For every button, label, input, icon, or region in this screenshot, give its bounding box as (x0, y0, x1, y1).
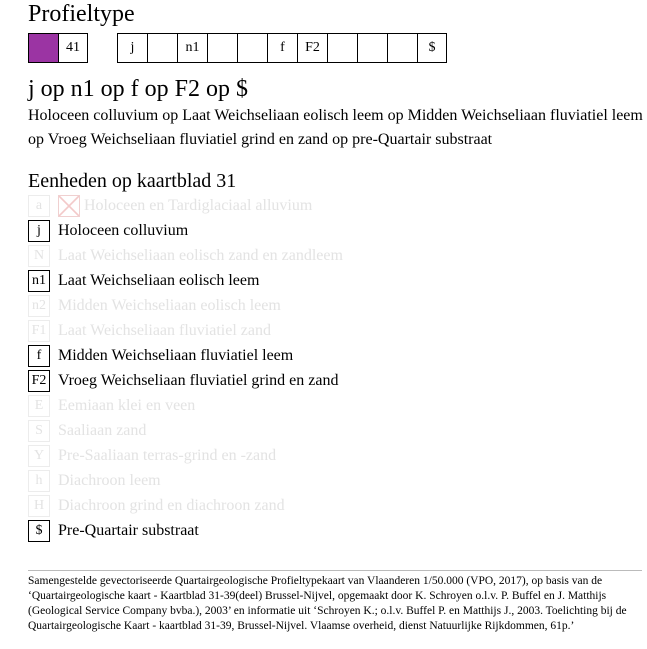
unit-label: Holoceen en Tardiglaciaal alluvium (84, 197, 313, 214)
legend-item (28, 345, 628, 367)
unit-label: Diachroon grind en diachroon zand (58, 497, 285, 514)
strip-cell-n1: n1 (177, 33, 208, 63)
legend-item (28, 445, 628, 467)
unit-code-badge: h (28, 470, 50, 492)
strip-cell-empty (387, 33, 418, 63)
unit-code-badge: E (28, 395, 50, 417)
crosshatch-pattern-icon (58, 195, 80, 217)
strip-cell-empty (357, 33, 388, 63)
unit-code-badge: F1 (28, 320, 50, 342)
unit-code-badge: S (28, 420, 50, 442)
unit-code-badge: N (28, 245, 50, 267)
legend-item (28, 320, 628, 342)
legend-item (28, 520, 628, 542)
legend-item (28, 195, 628, 217)
page-title: Profieltype (28, 1, 135, 27)
profile-description: Holoceen colluvium op Laat Weichseliaan eolisch leem op Midden Weichseliaan fluviatiel leem op Vroeg Weichseliaan fluviatiel grind en zand op pre-Quartair substraat (28, 107, 643, 148)
units-title: Eenheden op kaartblad 31 (28, 170, 237, 192)
unit-code-badge: n1 (28, 270, 50, 292)
unit-code-badge: $ (28, 520, 50, 542)
strip-cell-empty (237, 33, 268, 63)
legend-item (28, 420, 628, 442)
strip-cell-j: j (117, 33, 148, 63)
strip-cell-empty (147, 33, 178, 63)
legend-item (28, 395, 628, 417)
legend-item (28, 245, 628, 267)
strip-cell-empty (327, 33, 358, 63)
unit-label: Midden Weichseliaan fluviatiel leem (58, 347, 294, 364)
unit-code-badge: F2 (28, 370, 50, 392)
unit-code-badge: n2 (28, 295, 50, 317)
unit-code-badge: a (28, 195, 50, 217)
unit-label: Midden Weichseliaan eolisch leem (58, 297, 281, 314)
strip-cell-substrate: $ (417, 33, 447, 63)
unit-label: Holoceen colluvium (58, 222, 189, 239)
unit-code-badge: j (28, 220, 50, 242)
unit-label: Pre-Saaliaan terras-grind en -zand (58, 447, 277, 464)
unit-label: Laat Weichseliaan eolisch leem (58, 272, 260, 289)
legend-item (28, 495, 628, 517)
source-citation: Samengestelde gevectoriseerde Quartairgeologische Profieltypekaart van Vlaanderen 1/50.000 (VPO, 2017), op basis van de ‘Quartairgeologische kaart - Kaartblad 31-39(deel) Brussel-Nijvel, opgemaakt door K. Schroyen o.l.v. P. Buffel en J. Matthijs (Geological Service Company bvba.), 2003’ en informatie uit ‘Schroyen K.; o.l.v. Buffel P. en Matthijs J., 2003. Toelichting bij de Quartairgeologische Kaart - kaartblad 31-39, Brussel-Nijvel. Vlaamse overheid, dienst Natuurlijke Rijkdommen, 61p.’ (28, 575, 627, 632)
legend-item (28, 270, 628, 292)
unit-label: Laat Weichseliaan fluviatiel zand (58, 322, 271, 339)
strip-cell-map-number: 41 (58, 33, 88, 63)
strip-cell-empty (207, 33, 238, 63)
unit-code-badge: Y (28, 445, 50, 467)
strip-cell-F2: F2 (297, 33, 328, 63)
legend-item (28, 220, 628, 242)
legend-item (28, 295, 628, 317)
unit-code-badge: f (28, 345, 50, 367)
unit-label: Saaliaan zand (58, 422, 147, 439)
unit-label: Laat Weichseliaan eolisch zand en zandleem (58, 247, 343, 264)
unit-label: Vroeg Weichseliaan fluviatiel grind en zand (58, 372, 339, 389)
legend-item (28, 370, 628, 392)
footer-divider (28, 570, 642, 571)
legend-item (28, 470, 628, 492)
strip-cell-f: f (267, 33, 298, 63)
profile-code-heading: j op n1 op f op F2 op $ (28, 76, 249, 102)
unit-label: Eemiaan klei en veen (58, 397, 196, 414)
unit-code-badge: H (28, 495, 50, 517)
unit-label: Pre-Quartair substraat (58, 522, 199, 539)
strip-cell-color (28, 33, 59, 63)
unit-label: Diachroon leem (58, 472, 161, 489)
